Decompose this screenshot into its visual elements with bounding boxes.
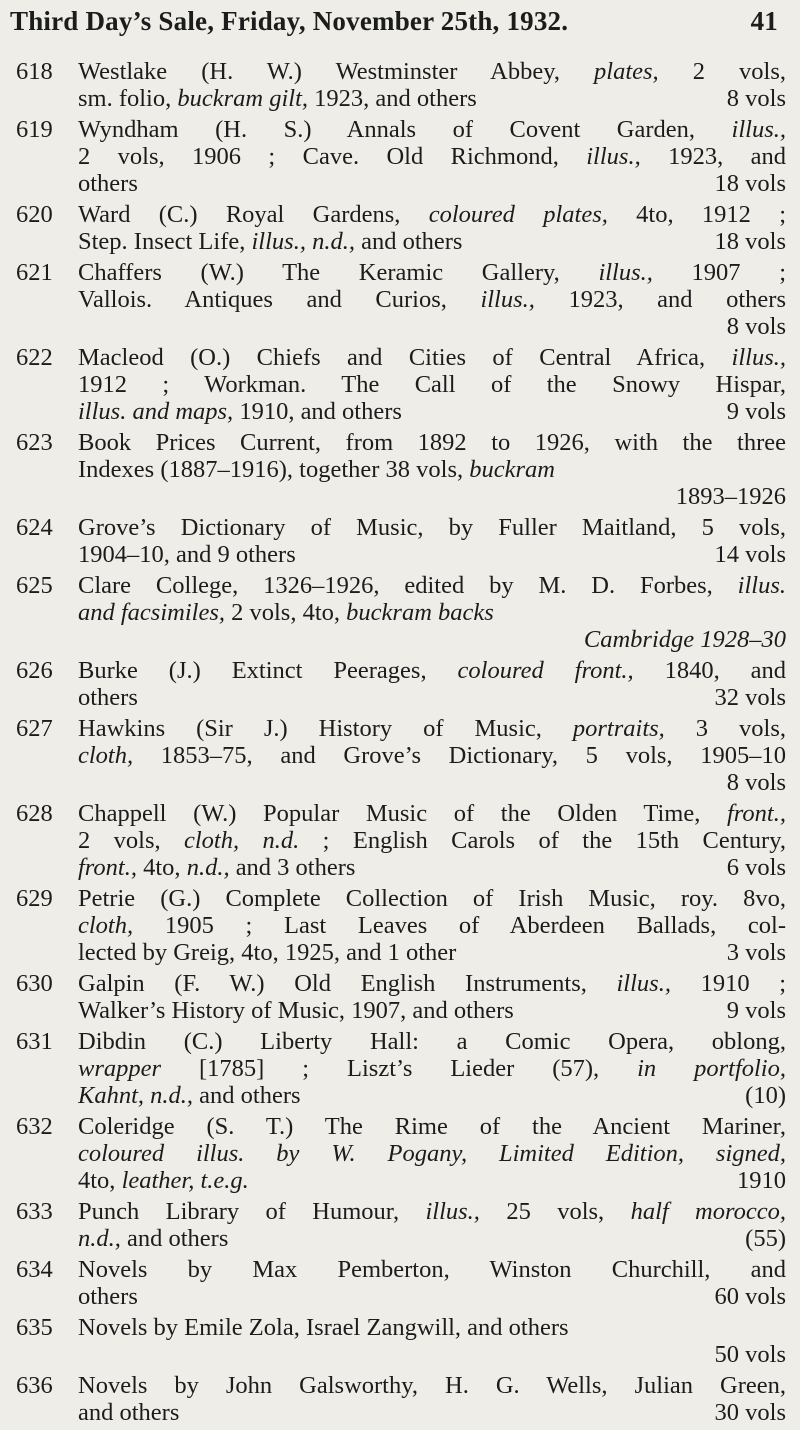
lot-quantity: 1910 (737, 1167, 786, 1194)
lot-line: 1904–10, and 9 others 14 vols (78, 541, 786, 568)
lot-620 (0, 201, 800, 255)
lot-quantity: 32 vols (714, 684, 786, 711)
lot-line: 1912 ; Workman. The Call of the Snowy Hispar, (78, 371, 786, 398)
lot-line: Coleridge (S. T.) The Rime of the Ancient Mariner, (78, 1113, 786, 1140)
lot-quantity: 8 vols (726, 769, 786, 796)
lot-635 (0, 1314, 800, 1368)
lot-line: n.d., and others (55) (78, 1225, 786, 1252)
lot-number: 631 (16, 1028, 53, 1055)
lot-line: Novels by Emile Zola, Israel Zangwill, and others (78, 1314, 569, 1341)
lot-line: Burke (J.) Extinct Peerages, coloured front., 1840, and (78, 657, 786, 684)
lot-line: Chaffers (W.) The Keramic Gallery, illus., 1907 ; (78, 259, 786, 286)
lot-number: 626 (16, 657, 53, 684)
lot-number: 618 (16, 58, 53, 85)
lot-line: illus. and maps, 1910, and others 9 vols (78, 398, 786, 425)
lot-line: Petrie (G.) Complete Collection of Irish Music, roy. 8vo, (78, 885, 786, 912)
lot-quantity: (55) (745, 1225, 786, 1252)
lot-line: wrapper [1785] ; Liszt’s Lieder (57), in portfolio, (78, 1055, 786, 1082)
lot-number: 635 (16, 1314, 53, 1341)
lot-line: cloth, 1853–75, and Grove’s Dictionary, 5 vols, 1905–10 (78, 742, 786, 769)
lot-line: Macleod (O.) Chiefs and Cities of Central Africa, illus., (78, 344, 786, 371)
lot-632 (0, 1113, 800, 1194)
lot-627 (0, 715, 800, 796)
lot-quantity: 1893–1926 (675, 483, 786, 510)
lot-line: Ward (C.) Royal Gardens, coloured plates, 4to, 1912 ; (78, 201, 786, 228)
lot-623 (0, 429, 800, 510)
lot-description (78, 1256, 786, 1310)
lot-line: Walker’s History of Music, 1907, and others 9 vols (78, 997, 786, 1024)
lot-625 (0, 572, 800, 653)
lot-quantity: 18 vols (714, 170, 786, 197)
lot-line: and facsimiles, 2 vols, 4to, buckram backs (78, 599, 494, 626)
lot-636 (0, 1372, 800, 1426)
lot-628 (0, 800, 800, 881)
lot-line: others 32 vols (78, 684, 786, 711)
lot-line: lected by Greig, 4to, 1925, and 1 other 3 vols (78, 939, 786, 966)
lot-number: 630 (16, 970, 53, 997)
lot-description (78, 116, 786, 197)
lot-line: Novels by Max Pemberton, Winston Churchill, and (78, 1256, 786, 1283)
lot-line: Punch Library of Humour, illus., 25 vols, half morocco, (78, 1198, 786, 1225)
lot-number: 628 (16, 800, 53, 827)
lot-number: 633 (16, 1198, 53, 1225)
lot-quantity: 18 vols (714, 228, 786, 255)
lot-description (78, 1113, 786, 1194)
lot-622 (0, 344, 800, 425)
lot-quantity: 9 vols (726, 997, 786, 1024)
lot-line: others 18 vols (78, 170, 786, 197)
lot-line: 2 vols, 1906 ; Cave. Old Richmond, illus., 1923, and (78, 143, 786, 170)
page-title: Third Day’s Sale, Friday, November 25th, 1932. (10, 6, 569, 36)
lot-description (78, 715, 786, 796)
lot-line: Dibdin (C.) Liberty Hall: a Comic Opera, oblong, (78, 1028, 786, 1055)
lot-quantity: Cambridge 1928–30 (583, 626, 786, 653)
lot-line: Galpin (F. W.) Old English Instruments, illus., 1910 ; (78, 970, 786, 997)
lot-number: 622 (16, 344, 53, 371)
lot-description (78, 572, 786, 653)
lot-634 (0, 1256, 800, 1310)
lot-quantity: 50 vols (714, 1341, 786, 1368)
lot-number: 636 (16, 1372, 53, 1399)
lot-line: Novels by John Galsworthy, H. G. Wells, Julian Green, (78, 1372, 786, 1399)
lot-line: Clare College, 1326–1926, edited by M. D. Forbes, illus. (78, 572, 786, 599)
lot-quantity: 60 vols (714, 1283, 786, 1310)
lot-description (78, 885, 786, 966)
lot-618 (0, 58, 800, 112)
lot-description (78, 1198, 786, 1252)
lot-line: cloth, 1905 ; Last Leaves of Aberdeen Ballads, col- (78, 912, 786, 939)
lot-description (78, 1028, 786, 1109)
lot-number: 620 (16, 201, 53, 228)
lot-description (78, 657, 786, 711)
page-number: 41 (750, 6, 778, 36)
page-header (10, 6, 790, 37)
lot-number: 619 (16, 116, 53, 143)
lot-624 (0, 514, 800, 568)
lot-line: others 60 vols (78, 1283, 786, 1310)
lot-631 (0, 1028, 800, 1109)
lot-line: Vallois. Antiques and Curios, illus., 1923, and others (78, 286, 786, 313)
lot-description (78, 429, 786, 510)
lot-list (0, 58, 800, 1430)
lot-description (78, 800, 786, 881)
lot-line: Book Prices Current, from 1892 to 1926, with the three (78, 429, 786, 456)
lot-line: Wyndham (H. S.) Annals of Covent Garden, illus., (78, 116, 786, 143)
lot-line: Chappell (W.) Popular Music of the Olden Time, front., (78, 800, 786, 827)
lot-621 (0, 259, 800, 340)
lot-description (78, 1372, 786, 1426)
lot-line: Indexes (1887–1916), together 38 vols, buckram (78, 456, 555, 483)
lot-line: 2 vols, cloth, n.d. ; English Carols of the 15th Century, (78, 827, 786, 854)
lot-number: 632 (16, 1113, 53, 1140)
lot-line: front., 4to, n.d., and 3 others 6 vols (78, 854, 786, 881)
lot-line: Westlake (H. W.) Westminster Abbey, plates, 2 vols, (78, 58, 786, 85)
lot-line: Grove’s Dictionary of Music, by Fuller Maitland, 5 vols, (78, 514, 786, 541)
lot-description (78, 970, 786, 1024)
lot-quantity: 30 vols (714, 1399, 786, 1426)
lot-619 (0, 116, 800, 197)
lot-number: 624 (16, 514, 53, 541)
lot-number: 634 (16, 1256, 53, 1283)
lot-630 (0, 970, 800, 1024)
lot-line: coloured illus. by W. Pogany, Limited Edition, signed, (78, 1140, 786, 1167)
lot-description (78, 344, 786, 425)
lot-line: Kahnt, n.d., and others (10) (78, 1082, 786, 1109)
lot-quantity: 9 vols (726, 398, 786, 425)
lot-line: Step. Insect Life, illus., n.d., and others 18 vols (78, 228, 786, 255)
lot-line: sm. folio, buckram gilt, 1923, and others 8 vols (78, 85, 786, 112)
lot-number: 627 (16, 715, 53, 742)
lot-number: 621 (16, 259, 53, 286)
lot-line: 4to, leather, t.e.g. 1910 (78, 1167, 786, 1194)
lot-number: 623 (16, 429, 53, 456)
lot-quantity: 8 vols (726, 85, 786, 112)
lot-description (78, 58, 786, 112)
lot-quantity: 6 vols (726, 854, 786, 881)
lot-quantity: 3 vols (726, 939, 786, 966)
lot-line: Hawkins (Sir J.) History of Music, portraits, 3 vols, (78, 715, 786, 742)
lot-633 (0, 1198, 800, 1252)
lot-description (78, 1314, 786, 1368)
lot-description (78, 514, 786, 568)
lot-number: 625 (16, 572, 53, 599)
lot-629 (0, 885, 800, 966)
lot-quantity: (10) (745, 1082, 786, 1109)
lot-line: and others 30 vols (78, 1399, 786, 1426)
lot-description (78, 259, 786, 340)
lot-number: 629 (16, 885, 53, 912)
lot-description (78, 201, 786, 255)
lot-quantity: 8 vols (726, 313, 786, 340)
lot-626 (0, 657, 800, 711)
lot-quantity: 14 vols (714, 541, 786, 568)
